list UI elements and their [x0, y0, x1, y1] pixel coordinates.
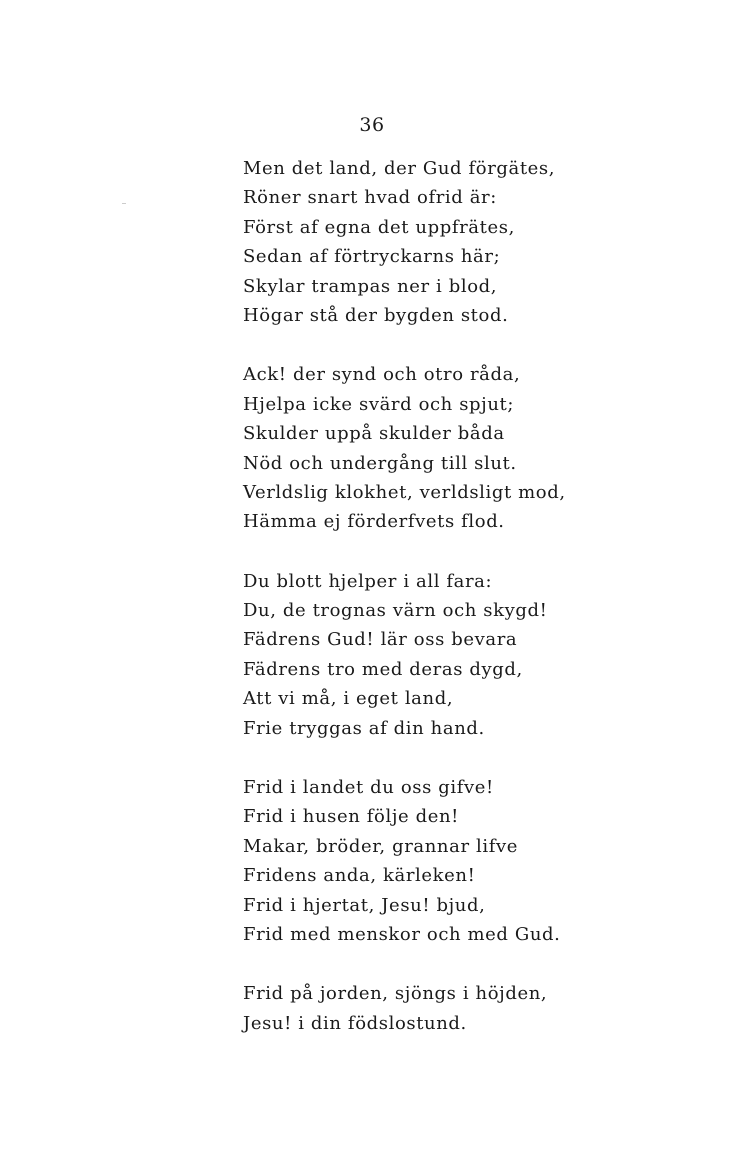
poem-line: Nöd och undergång till slut.	[243, 452, 517, 474]
poem-line: Du blott hjelper i all fara:	[243, 570, 493, 592]
poem-line: Hjelpa icke svärd och spjut;	[243, 393, 515, 415]
poem-line: Men det land, der Gud förgätes,	[243, 158, 556, 179]
poem-line: Skulder uppå skulder båda	[243, 423, 505, 445]
poem-line: Frid på jorden, sjöngs i höjden,	[243, 983, 548, 1005]
poem-line: Först af egna det uppfrätes,	[243, 216, 515, 238]
poem-line: Fridens anda, kärleken!	[243, 865, 476, 887]
poem-line: Fädrens Gud! lär oss bevara	[243, 629, 518, 651]
stanza-4	[243, 773, 663, 949]
poem-line: Sedan af förtryckarns här;	[243, 246, 501, 268]
stanza-5	[243, 979, 663, 1038]
poem-line: Frid i hjertat, Jesu! bjud,	[243, 894, 486, 916]
poem-line: Makar, bröder, grannar lifve	[243, 835, 518, 857]
stanza-2	[243, 360, 663, 536]
poem-line: Ack! der synd och otro råda,	[243, 364, 521, 386]
stanza-3	[243, 567, 663, 743]
page-number: 36	[359, 114, 385, 136]
poem-line: Verldslig klokhet, verldsligt mod,	[243, 481, 566, 503]
poem	[243, 154, 663, 1068]
poem-line: Du, de trognas värn och skygd!	[243, 600, 548, 622]
poem-line: Frid i landet du oss gifve!	[243, 777, 494, 799]
poem-line: Skylar trampas ner i blod,	[243, 275, 498, 297]
poem-line: Frid i husen följe den!	[243, 806, 459, 828]
poem-line: Frid med menskor och med Gud.	[243, 923, 561, 945]
stanza-1	[243, 154, 663, 330]
poem-line: Fädrens tro med deras dygd,	[243, 658, 523, 680]
poem-line: Jesu! i din födslostund.	[243, 1012, 467, 1034]
poem-line: Högar stå der bygden stod.	[243, 304, 509, 326]
paper-speck	[122, 203, 126, 204]
poem-line: Frie tryggas af din hand.	[243, 717, 485, 739]
poem-line: Att vi må, i eget land,	[243, 688, 454, 710]
poem-line: Röner snart hvad ofrid är:	[243, 187, 497, 209]
poem-line: Hämma ej förderfvets flod.	[243, 511, 505, 533]
